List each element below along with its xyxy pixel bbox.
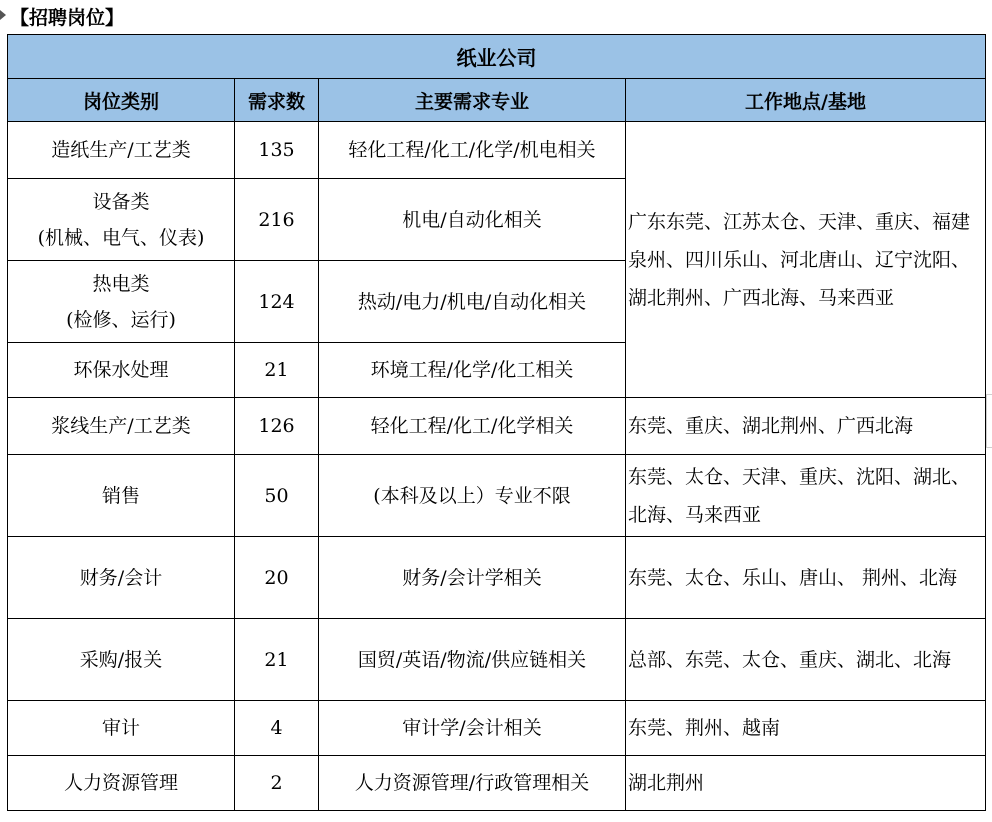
major-cell: 国贸/英语/物流/供应链相关 [319, 619, 626, 701]
count-cell: 135 [235, 122, 319, 179]
count-cell: 21 [235, 343, 319, 398]
header-category: 岗位类别 [8, 79, 235, 122]
table-row [8, 398, 986, 455]
category-cell: 造纸生产/工艺类 [8, 122, 235, 179]
category-label: 设备类 [92, 190, 150, 213]
table-row [8, 701, 986, 756]
major-cell: 财务/会计学相关 [319, 537, 626, 619]
category-sublabel: (机械、电气、仪表) [37, 226, 205, 249]
major-cell: 审计学/会计相关 [319, 701, 626, 756]
category-sublabel: (检修、运行) [66, 308, 176, 331]
location-cell-merged: 广东东莞、江苏太仓、天津、重庆、福建泉州、四川乐山、河北唐山、辽宁沈阳、湖北荆州、广西北海、马来西亚 [626, 122, 986, 398]
table-row [8, 537, 986, 619]
count-cell: 2 [235, 756, 319, 811]
count-cell: 21 [235, 619, 319, 701]
count-cell: 20 [235, 537, 319, 619]
category-cell: 环保水处理 [8, 343, 235, 398]
table-row [8, 122, 986, 179]
category-cell: 浆线生产/工艺类 [8, 398, 235, 455]
category-cell [8, 179, 235, 261]
table-row [8, 619, 986, 701]
category-cell: 审计 [8, 701, 235, 756]
count-cell: 50 [235, 455, 319, 537]
count-cell: 124 [235, 261, 319, 343]
category-label: 热电类 [92, 272, 150, 295]
major-cell: (本科及以上）专业不限 [319, 455, 626, 537]
location-cell: 东莞、太仓、乐山、唐山、 荆州、北海 [626, 537, 986, 619]
location-cell: 东莞、重庆、湖北荆州、广西北海 [626, 398, 986, 455]
location-cell: 东莞、荆州、越南 [626, 701, 986, 756]
table-row [8, 455, 986, 537]
category-cell: 人力资源管理 [8, 756, 235, 811]
row-marker-icon [0, 10, 6, 20]
count-cell: 216 [235, 179, 319, 261]
adjacent-cell-edge [986, 394, 992, 448]
category-cell: 财务/会计 [8, 537, 235, 619]
company-header: 纸业公司 [8, 35, 986, 79]
major-cell: 机电/自动化相关 [319, 179, 626, 261]
count-cell: 126 [235, 398, 319, 455]
category-cell: 销售 [8, 455, 235, 537]
major-cell: 热动/电力/机电/自动化相关 [319, 261, 626, 343]
location-cell: 湖北荆州 [626, 756, 986, 811]
location-cell: 总部、东莞、太仓、重庆、湖北、北海 [626, 619, 986, 701]
recruitment-table [7, 34, 986, 811]
category-cell [8, 261, 235, 343]
category-cell: 采购/报关 [8, 619, 235, 701]
section-title: 【招聘岗位】 [10, 7, 125, 29]
header-major: 主要需求专业 [319, 79, 626, 122]
major-cell: 轻化工程/化工/化学相关 [319, 398, 626, 455]
location-cell: 东莞、太仓、天津、重庆、沈阳、湖北、北海、马来西亚 [626, 455, 986, 537]
major-cell: 人力资源管理/行政管理相关 [319, 756, 626, 811]
major-cell: 轻化工程/化工/化学/机电相关 [319, 122, 626, 179]
header-location: 工作地点/基地 [626, 79, 986, 122]
table-row [8, 756, 986, 811]
count-cell: 4 [235, 701, 319, 756]
major-cell: 环境工程/化学/化工相关 [319, 343, 626, 398]
header-count: 需求数 [235, 79, 319, 122]
